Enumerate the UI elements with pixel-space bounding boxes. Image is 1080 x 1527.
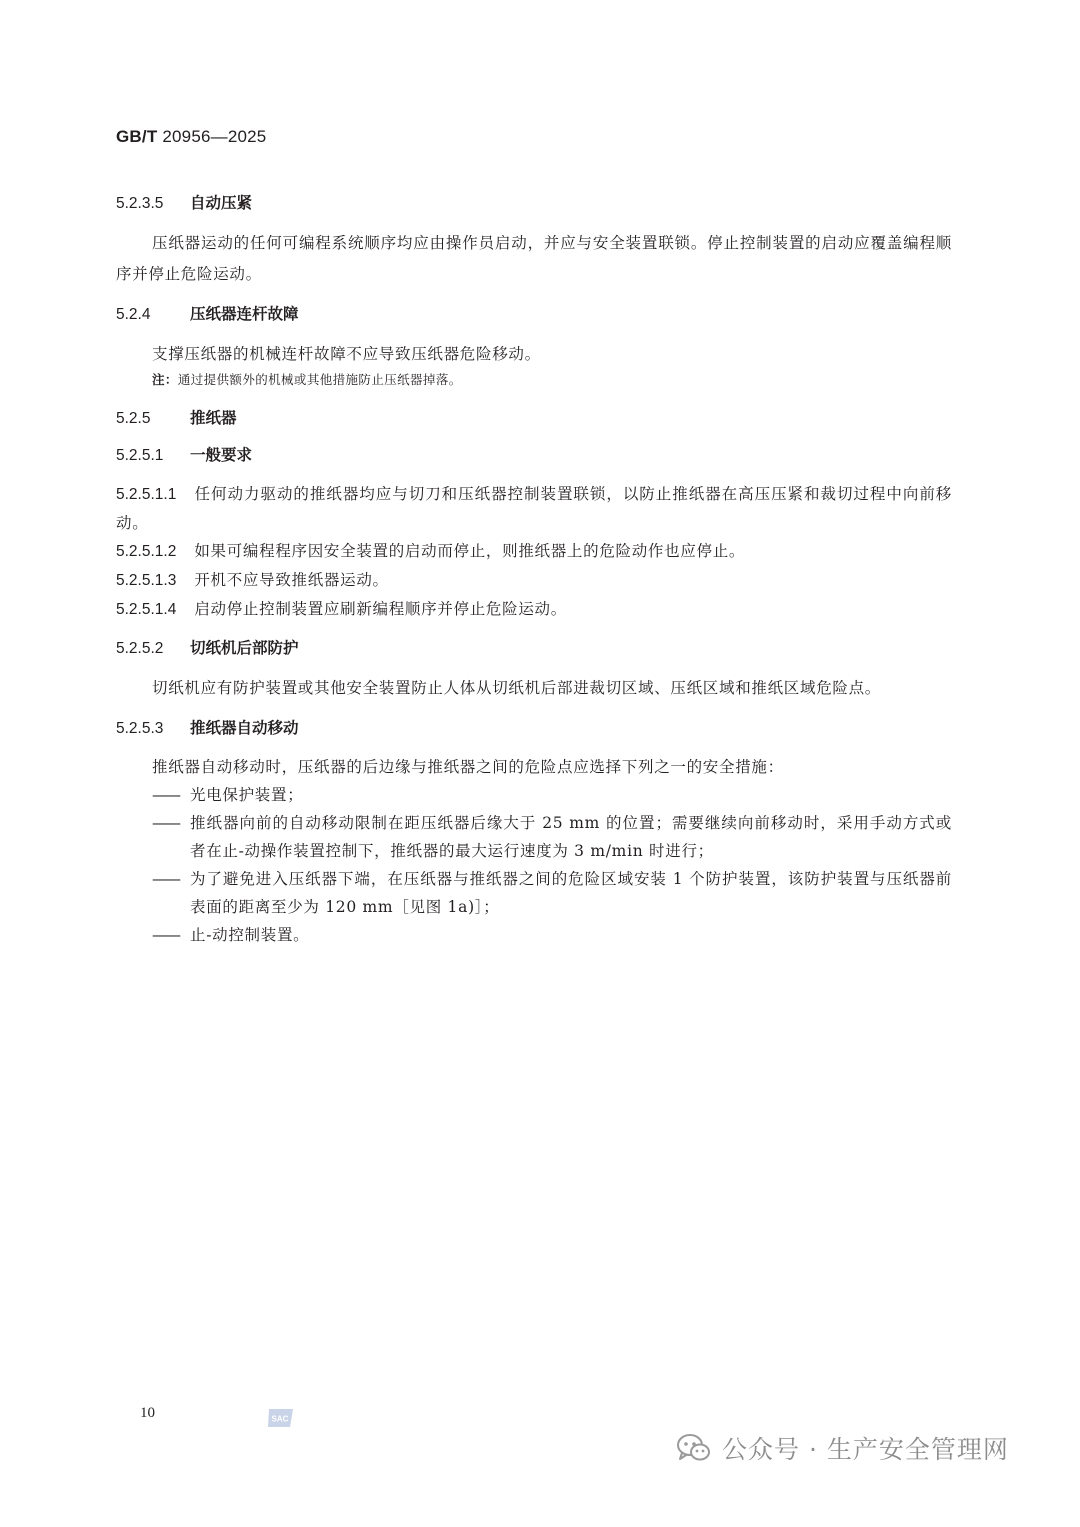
clause-number: 5.2.5.1.4 xyxy=(116,601,177,618)
list-item xyxy=(116,921,952,949)
document-body xyxy=(116,191,952,949)
wechat-icon xyxy=(676,1433,712,1463)
clause-item xyxy=(116,537,952,566)
note-label: 注： xyxy=(152,372,178,387)
list-item-text: 止-动控制装置。 xyxy=(190,926,310,944)
section-number: 5.2.4 xyxy=(116,306,151,323)
dash-marker: —— xyxy=(152,786,179,804)
section-number: 5.2.5.1 xyxy=(116,447,164,464)
clause-number: 5.2.5.1.1 xyxy=(116,486,177,503)
section-intro: 推纸器自动移动时，压纸器的后边缘与推纸器之间的危险点应选择下列之一的安全措施： xyxy=(152,758,784,776)
clause-text: 任何动力驱动的推纸器均应与切刀和压纸器控制装置联锁，以防止推纸器在高压压紧和裁切过程中向前移动。 xyxy=(116,485,952,532)
section-paragraph: 切纸机应有防护装置或其他安全装置防止人体从切纸机后部进裁切区域、压纸区域和推纸区域危险点。 xyxy=(152,679,882,697)
section-title: 推纸器自动移动 xyxy=(190,719,299,737)
note-text: 通过提供额外的机械或其他措施防止压纸器掉落。 xyxy=(177,372,462,387)
wechat-watermark xyxy=(676,1428,1009,1468)
list-item-text: 推纸器向前的自动移动限制在距压纸器后缘大于 25 mm 的位置；需要继续向前移动时，采用手动方式或者在止-动操作装置控制下，推纸器的最大运行速度为 3 m/min 时进行； xyxy=(190,814,952,860)
sac-logo-icon xyxy=(266,1407,296,1429)
clause-item xyxy=(116,480,952,537)
section-number: 5.2.5.3 xyxy=(116,720,164,737)
watermark-text: 公众号 · 生产安全管理网 xyxy=(722,1435,1009,1464)
list-item-text: 为了避免进入压纸器下端，在压纸器与推纸器之间的危险区域安装 1 个防护装置，该防护装置与压纸器前表面的距离至少为 120 mm［见图 1a)］； xyxy=(190,870,952,916)
section-number: 5.2.5.2 xyxy=(116,640,164,657)
clause-item xyxy=(116,595,952,624)
section-number: 5.2.5 xyxy=(116,410,151,427)
section-heading-5-2-3-5 xyxy=(116,191,952,216)
section-heading-5-2-4 xyxy=(116,302,952,327)
list-item-text: 光电保护装置； xyxy=(190,786,304,804)
note xyxy=(152,370,952,390)
section-paragraph: 支撑压纸器的机械连杆故障不应导致压纸器危险移动。 xyxy=(152,345,541,363)
clause-number: 5.2.5.1.2 xyxy=(116,543,177,560)
list-item xyxy=(116,781,952,809)
sac-logo-text: SAC xyxy=(271,1414,289,1424)
section-number: 5.2.3.5 xyxy=(116,195,164,212)
section-paragraph: 压纸器运动的任何可编程系统顺序均应由操作员启动，并应与安全装置联锁。停止控制装置的启动应覆盖编程顺序并停止危险运动。 xyxy=(116,234,952,283)
section-title: 切纸机后部防护 xyxy=(190,639,299,657)
clause-item xyxy=(116,566,952,595)
section-title: 推纸器 xyxy=(190,409,237,427)
document-standard-number xyxy=(116,127,266,147)
clause-text: 如果可编程程序因安全装置的启动而停止，则推纸器上的危险动作也应停止。 xyxy=(194,542,746,560)
dash-marker: —— xyxy=(152,870,179,888)
standard-prefix: GB/T xyxy=(116,127,158,146)
standard-number: 20956—2025 xyxy=(162,127,267,146)
section-heading-5-2-5-1 xyxy=(116,443,952,468)
clause-text: 启动停止控制装置应刷新编程顺序并停止危险运动。 xyxy=(194,600,567,618)
clause-number: 5.2.5.1.3 xyxy=(116,572,177,589)
section-title: 一般要求 xyxy=(190,446,253,464)
section-heading-5-2-5-2 xyxy=(116,636,952,661)
section-heading-5-2-5 xyxy=(116,406,952,431)
clause-text: 开机不应导致推纸器运动。 xyxy=(194,571,389,589)
dash-marker: —— xyxy=(152,814,179,832)
dash-marker: —— xyxy=(152,926,179,944)
section-title: 压纸器连杆故障 xyxy=(190,305,299,323)
page-number: 10 xyxy=(140,1405,155,1421)
safety-measures-list xyxy=(116,781,952,949)
list-item xyxy=(116,865,952,921)
section-heading-5-2-5-3 xyxy=(116,716,952,741)
section-title: 自动压紧 xyxy=(190,194,253,212)
list-item xyxy=(116,809,952,865)
